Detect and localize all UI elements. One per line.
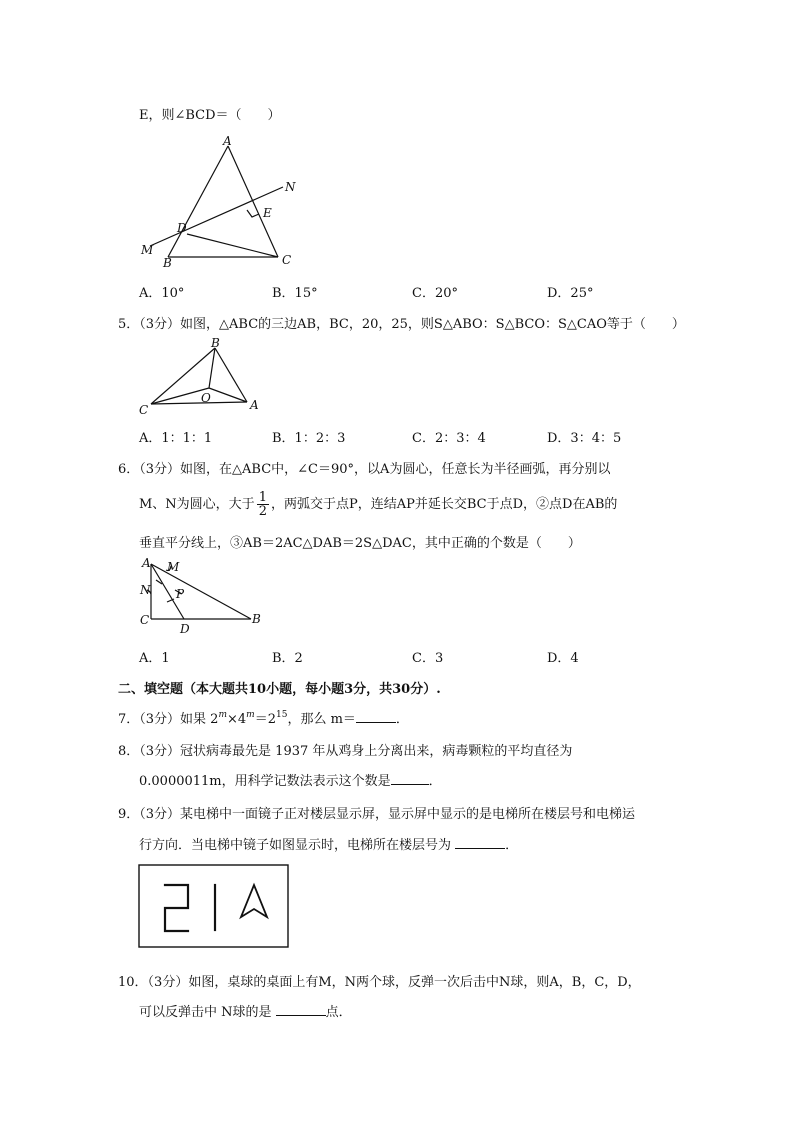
q6-fraction <box>257 491 269 518</box>
q4-label-n: N <box>285 180 296 194</box>
q5-triangle-figure <box>135 336 265 418</box>
q4-option-a[interactable]: A．10° <box>139 286 185 301</box>
q9-line2 <box>139 834 518 853</box>
q8-line1: 8．（3分）冠状病毒最先是 1937 年从鸡身上分离出来，病毒颗粒的平均直径为 <box>118 744 573 759</box>
q4-label-a: A <box>223 134 232 148</box>
q5-option-c[interactable]: C．2：3：4 <box>412 431 486 446</box>
q6-line2-start: M、N为圆心，大于 <box>139 497 255 512</box>
q9-end: ． <box>505 838 519 853</box>
q5-label-a: A <box>250 398 259 412</box>
q6-label-b: B <box>252 612 261 626</box>
q6-option-b[interactable]: B．2 <box>272 651 303 666</box>
q5-option-d[interactable]: D．3：4：5 <box>547 431 622 446</box>
q6-line2 <box>139 491 617 518</box>
q8-end: ． <box>428 774 442 789</box>
q6-frac-num: 1 <box>258 490 267 505</box>
q6-option-c[interactable]: C．3 <box>412 651 444 666</box>
q7-exp-15: 15 <box>276 710 288 720</box>
q7-exp-m2: m <box>246 710 255 720</box>
q6-line3: 垂直平分线上，③AB＝2AC△DAB＝2S△DAC，其中正确的个数是（ ） <box>139 536 581 551</box>
q7-stem <box>118 708 409 727</box>
q5-option-a[interactable]: A．1：1：1 <box>139 431 213 446</box>
q10-line1: 10．（3分）如图，桌球的桌面上有M，N两个球，反弹一次后击中N球，则A，B，C，D， <box>118 975 641 990</box>
q4-label-d: D <box>177 221 187 235</box>
q6-label-d: D <box>180 622 190 636</box>
q10-end: 点． <box>325 1005 352 1020</box>
q9-line1: 9．（3分）某电梯中一面镜子正对楼层显示屏，显示屏中显示的是电梯所在楼层号和电梯运 <box>118 807 636 822</box>
q5-label-c: C <box>139 403 149 417</box>
section-2-title: 二、填空题（本大题共10小题，每小题3分，共30分）. <box>118 682 441 697</box>
q5-stem: 5．（3分）如图，△ABC的三边AB，BC，20，25，则S△ABO：S△BCO：S△CAO等于（ ） <box>118 317 685 332</box>
q4-option-c[interactable]: C．20° <box>412 286 458 301</box>
q4-option-d[interactable]: D．25° <box>547 286 594 301</box>
q6-label-a: A <box>142 556 151 570</box>
q4-label-b: B <box>163 256 172 270</box>
q4-stem-tail: E，则∠BCD＝（ ） <box>139 108 281 123</box>
q5-label-o: O <box>201 391 211 405</box>
q4-label-e: E <box>263 206 272 220</box>
q8-line2 <box>139 770 442 789</box>
q6-triangle-figure <box>136 556 271 638</box>
q7-exp-m1: m <box>218 710 227 720</box>
q8-line2-text: 0.0000011m，用科学记数法表示这个数是 <box>139 774 391 789</box>
q9-answer-blank[interactable] <box>455 836 505 849</box>
q7-answer-blank[interactable] <box>356 710 396 723</box>
q9-mirror-display-figure <box>138 864 290 950</box>
mirrored-digit-2 <box>165 885 188 931</box>
q7-before: 7．（3分）如果 2 <box>118 712 219 727</box>
q9-line2-text: 行方向．当电梯中镜子如图显示时，电梯所在楼层号为 <box>139 838 456 853</box>
q6-label-m: M <box>167 560 180 574</box>
q10-line2-text: 可以反弹击中 N球的是 <box>139 1005 276 1020</box>
q4-triangle-figure <box>135 130 310 270</box>
q6-line2-end: ，两弧交于点P，连结AP并延长交BC于点D，②点D在AB的 <box>270 497 618 512</box>
q5-option-b[interactable]: B．1：2：3 <box>272 431 346 446</box>
q6-option-d[interactable]: D．4 <box>547 651 579 666</box>
q4-label-m: M <box>141 243 154 257</box>
q5-label-b: B <box>211 336 220 350</box>
q7-eq: ＝2 <box>254 712 276 727</box>
q7-mid: ×4 <box>227 712 247 727</box>
q6-line1: 6．（3分）如图，在△ABC中，∠C＝90°，以A为圆心，任意长为半径画弧，再分别以 <box>118 462 611 477</box>
q7-end: ． <box>395 712 409 727</box>
q6-label-p: P <box>176 587 185 601</box>
q10-line2 <box>139 1001 352 1020</box>
q6-option-a[interactable]: A．1 <box>139 651 170 666</box>
q6-label-n: N <box>140 583 151 597</box>
q4-option-b[interactable]: B．15° <box>272 286 318 301</box>
q10-answer-blank[interactable] <box>276 1003 326 1016</box>
q4-label-c: C <box>282 253 292 267</box>
q6-label-c: C <box>140 613 150 627</box>
up-arrow-icon <box>241 885 267 917</box>
q6-frac-den: 2 <box>258 504 267 519</box>
q7-after: ，那么 m＝ <box>287 712 356 727</box>
q8-answer-blank[interactable] <box>391 772 429 785</box>
